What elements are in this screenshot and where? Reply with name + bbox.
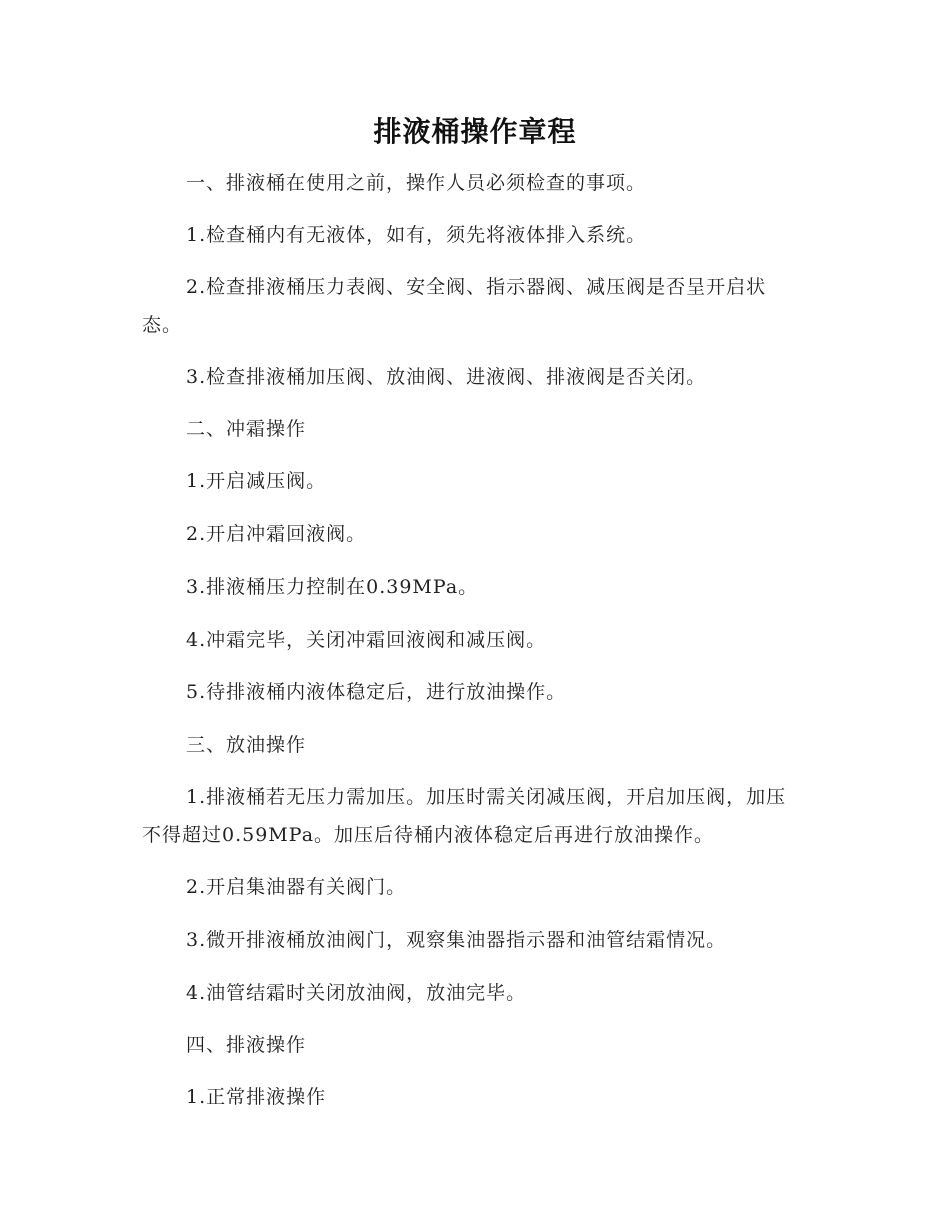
paragraph-section-2-heading: 二、冲霜操作 (186, 418, 307, 440)
paragraph-1-1: 1.检查桶内有无液体，如有，须先将液体排入系统。 (186, 224, 647, 246)
paragraph-1-3: 3.检查排液桶加压阀、放油阀、进液阀、排液阀是否关闭。 (186, 366, 707, 388)
paragraph-section-4-heading: 四、排液操作 (186, 1034, 307, 1056)
paragraph-2-1: 1.开启减压阀。 (186, 470, 327, 492)
paragraph-2-3: 3.排液桶压力控制在0.39MPa。 (186, 576, 479, 598)
paragraph-2-5: 5.待排液桶内液体稳定后，进行放油操作。 (186, 681, 567, 703)
paragraph-3-3: 3.微开排液桶放油阀门，观察集油器指示器和油管结霜情况。 (186, 929, 727, 951)
paragraph-2-4: 4.冲霜完毕，关闭冲霜回液阀和减压阀。 (186, 629, 547, 651)
paragraph-section-3-heading: 三、放油操作 (186, 734, 307, 756)
paragraph-3-4: 4.油管结霜时关闭放油阀，放油完毕。 (186, 982, 527, 1004)
document-title: 排液桶操作章程 (373, 115, 577, 148)
paragraph-1-2: 2.检查排液桶压力表阀、安全阀、指示器阀、减压阀是否呈开启状态。 (142, 276, 767, 336)
paragraph-3-2: 2.开启集油器有关阀门。 (186, 876, 407, 898)
paragraph-2-2: 2.开启冲霜回液阀。 (186, 523, 367, 545)
paragraph-3-1: 1.排液桶若无压力需加压。加压时需关闭减压阀，开启加压阀，加压不得超过0.59MPa。加压后待桶内液体稳定后再进行放油操作。 (142, 786, 787, 846)
paragraph-section-1-heading: 一、排液桶在使用之前，操作人员必须检查的事项。 (186, 172, 647, 194)
paragraph-4-1: 1.正常排液操作 (186, 1086, 327, 1108)
